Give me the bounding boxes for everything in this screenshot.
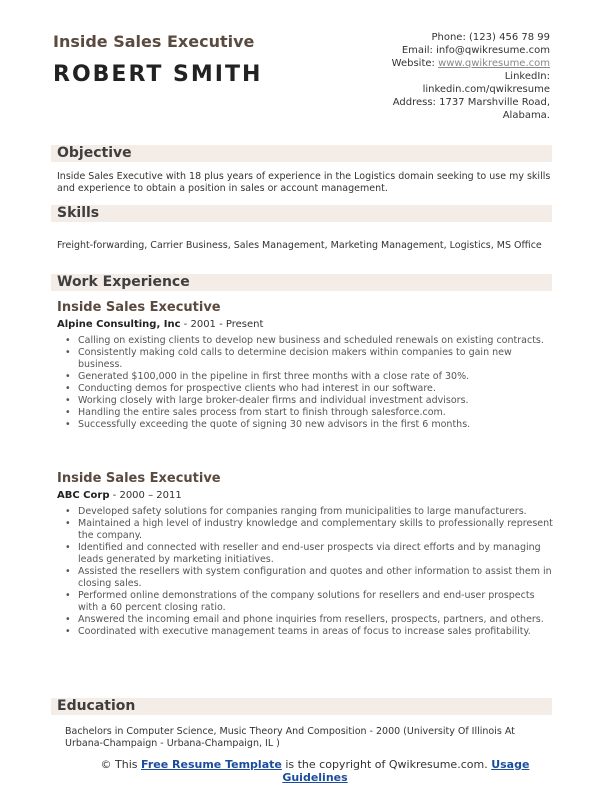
education-text: Bachelors in Computer Science, Music Theory And Composition - 2000 (University Of Illinois At Urbana-Champaign - Urbana-Champaign, IL ) [65,726,515,749]
job-title-2: Inside Sales Executive [57,471,221,486]
list-item: • Generated $100,000 in the pipeline in first three months with a close rate of 30%. [64,371,554,383]
job-dates-2: - 2000 – 2011 [109,490,182,501]
contact-website [320,57,550,70]
contact-email [320,44,550,57]
contact-phone [320,31,550,44]
email-value: info@qwikresume.com [436,45,550,56]
work-experience-heading: Work Experience [51,274,552,291]
education-heading: Education [51,698,552,715]
company-name-2: ABC Corp [57,490,110,501]
list-item: • Handling the entire sales process from start to finish through salesforce.com. [64,407,554,419]
website-link[interactable]: www.qwikresume.com [438,58,550,69]
email-label: Email: [401,45,433,56]
list-item: • Identified and connected with reseller and end-user prospects via direct efforts and by managing leads generated by marketing initiatives. [64,542,554,566]
job-dates-1: - 2001 - Present [180,319,264,330]
job-bullets-2 [64,506,554,638]
list-item: • Working closely with large broker-dealer firms and individual investment advisors. [64,395,554,407]
skills-text: Freight-forwarding, Carrier Business, Sales Management, Marketing Management, Logistics, MS Office [57,240,542,251]
phone-label: Phone: [431,32,466,43]
company-name-1: Alpine Consulting, Inc [57,319,181,330]
address-line2: Alabama. [502,110,550,121]
usage-guidelines-link[interactable]: Usage Guidelines [282,758,530,784]
footer-middle: is the copyright of Qwikresume.com. [281,758,492,771]
job-company-line-2 [57,490,182,501]
list-item: • Successfully exceeding the quote of signing 30 new advisors in the first 6 months. [64,419,554,431]
contact-address [320,96,550,109]
contact-linkedin-label: LinkedIn: [504,71,550,82]
list-item: • Maintained a high level of industry knowledge and complementary skills to professionally represent the company. [64,518,554,542]
job-bullets-1 [64,335,554,431]
list-item: • Conducting demos for prospective clients who had interest in our software. [64,383,554,395]
list-item: • Consistently making cold calls to determine decision makers within companies to gain new business. [64,347,554,371]
skills-heading: Skills [51,205,552,222]
footer-prefix: © This [100,758,142,771]
list-item: • Developed safety solutions for companies ranging from municipalities to large manufacturers. [64,506,554,518]
list-item: • Coordinated with executive management teams in areas of focus to increase sales profitability. [64,626,554,638]
address-label: Address: [392,97,436,108]
contact-linkedin-value: linkedin.com/qwikresume [422,84,550,95]
free-resume-template-link[interactable]: Free Resume Template [141,758,282,771]
list-item: • Performed online demonstrations of the company solutions for resellers and end-user prospects with a 60 percent closing ratio. [64,590,554,614]
candidate-name: ROBERT SMITH [53,62,263,87]
footer-copyright [80,758,550,784]
list-item: • Answered the incoming email and phone inquiries from resellers, prospects, partners, and others. [64,614,554,626]
phone-value: (123) 456 78 99 [469,32,550,43]
contact-block [320,31,550,122]
objective-text: Inside Sales Executive with 18 plus years of experience in the Logistics domain seeking to use my skills and experience to obtain a position in sales or account management. [57,171,551,194]
job-title-1: Inside Sales Executive [57,300,221,315]
address-line1: 1737 Marshville Road, [439,97,550,108]
list-item: • Assisted the resellers with system configuration and quotes and other information to assist them in closing sales. [64,566,554,590]
job-company-line-1 [57,319,263,330]
resume-job-title: Inside Sales Executive [53,32,255,51]
list-item: • Calling on existing clients to develop new business and scheduled renewals on existing contracts. [64,335,554,347]
website-label: Website: [391,58,435,69]
objective-heading: Objective [51,145,552,162]
